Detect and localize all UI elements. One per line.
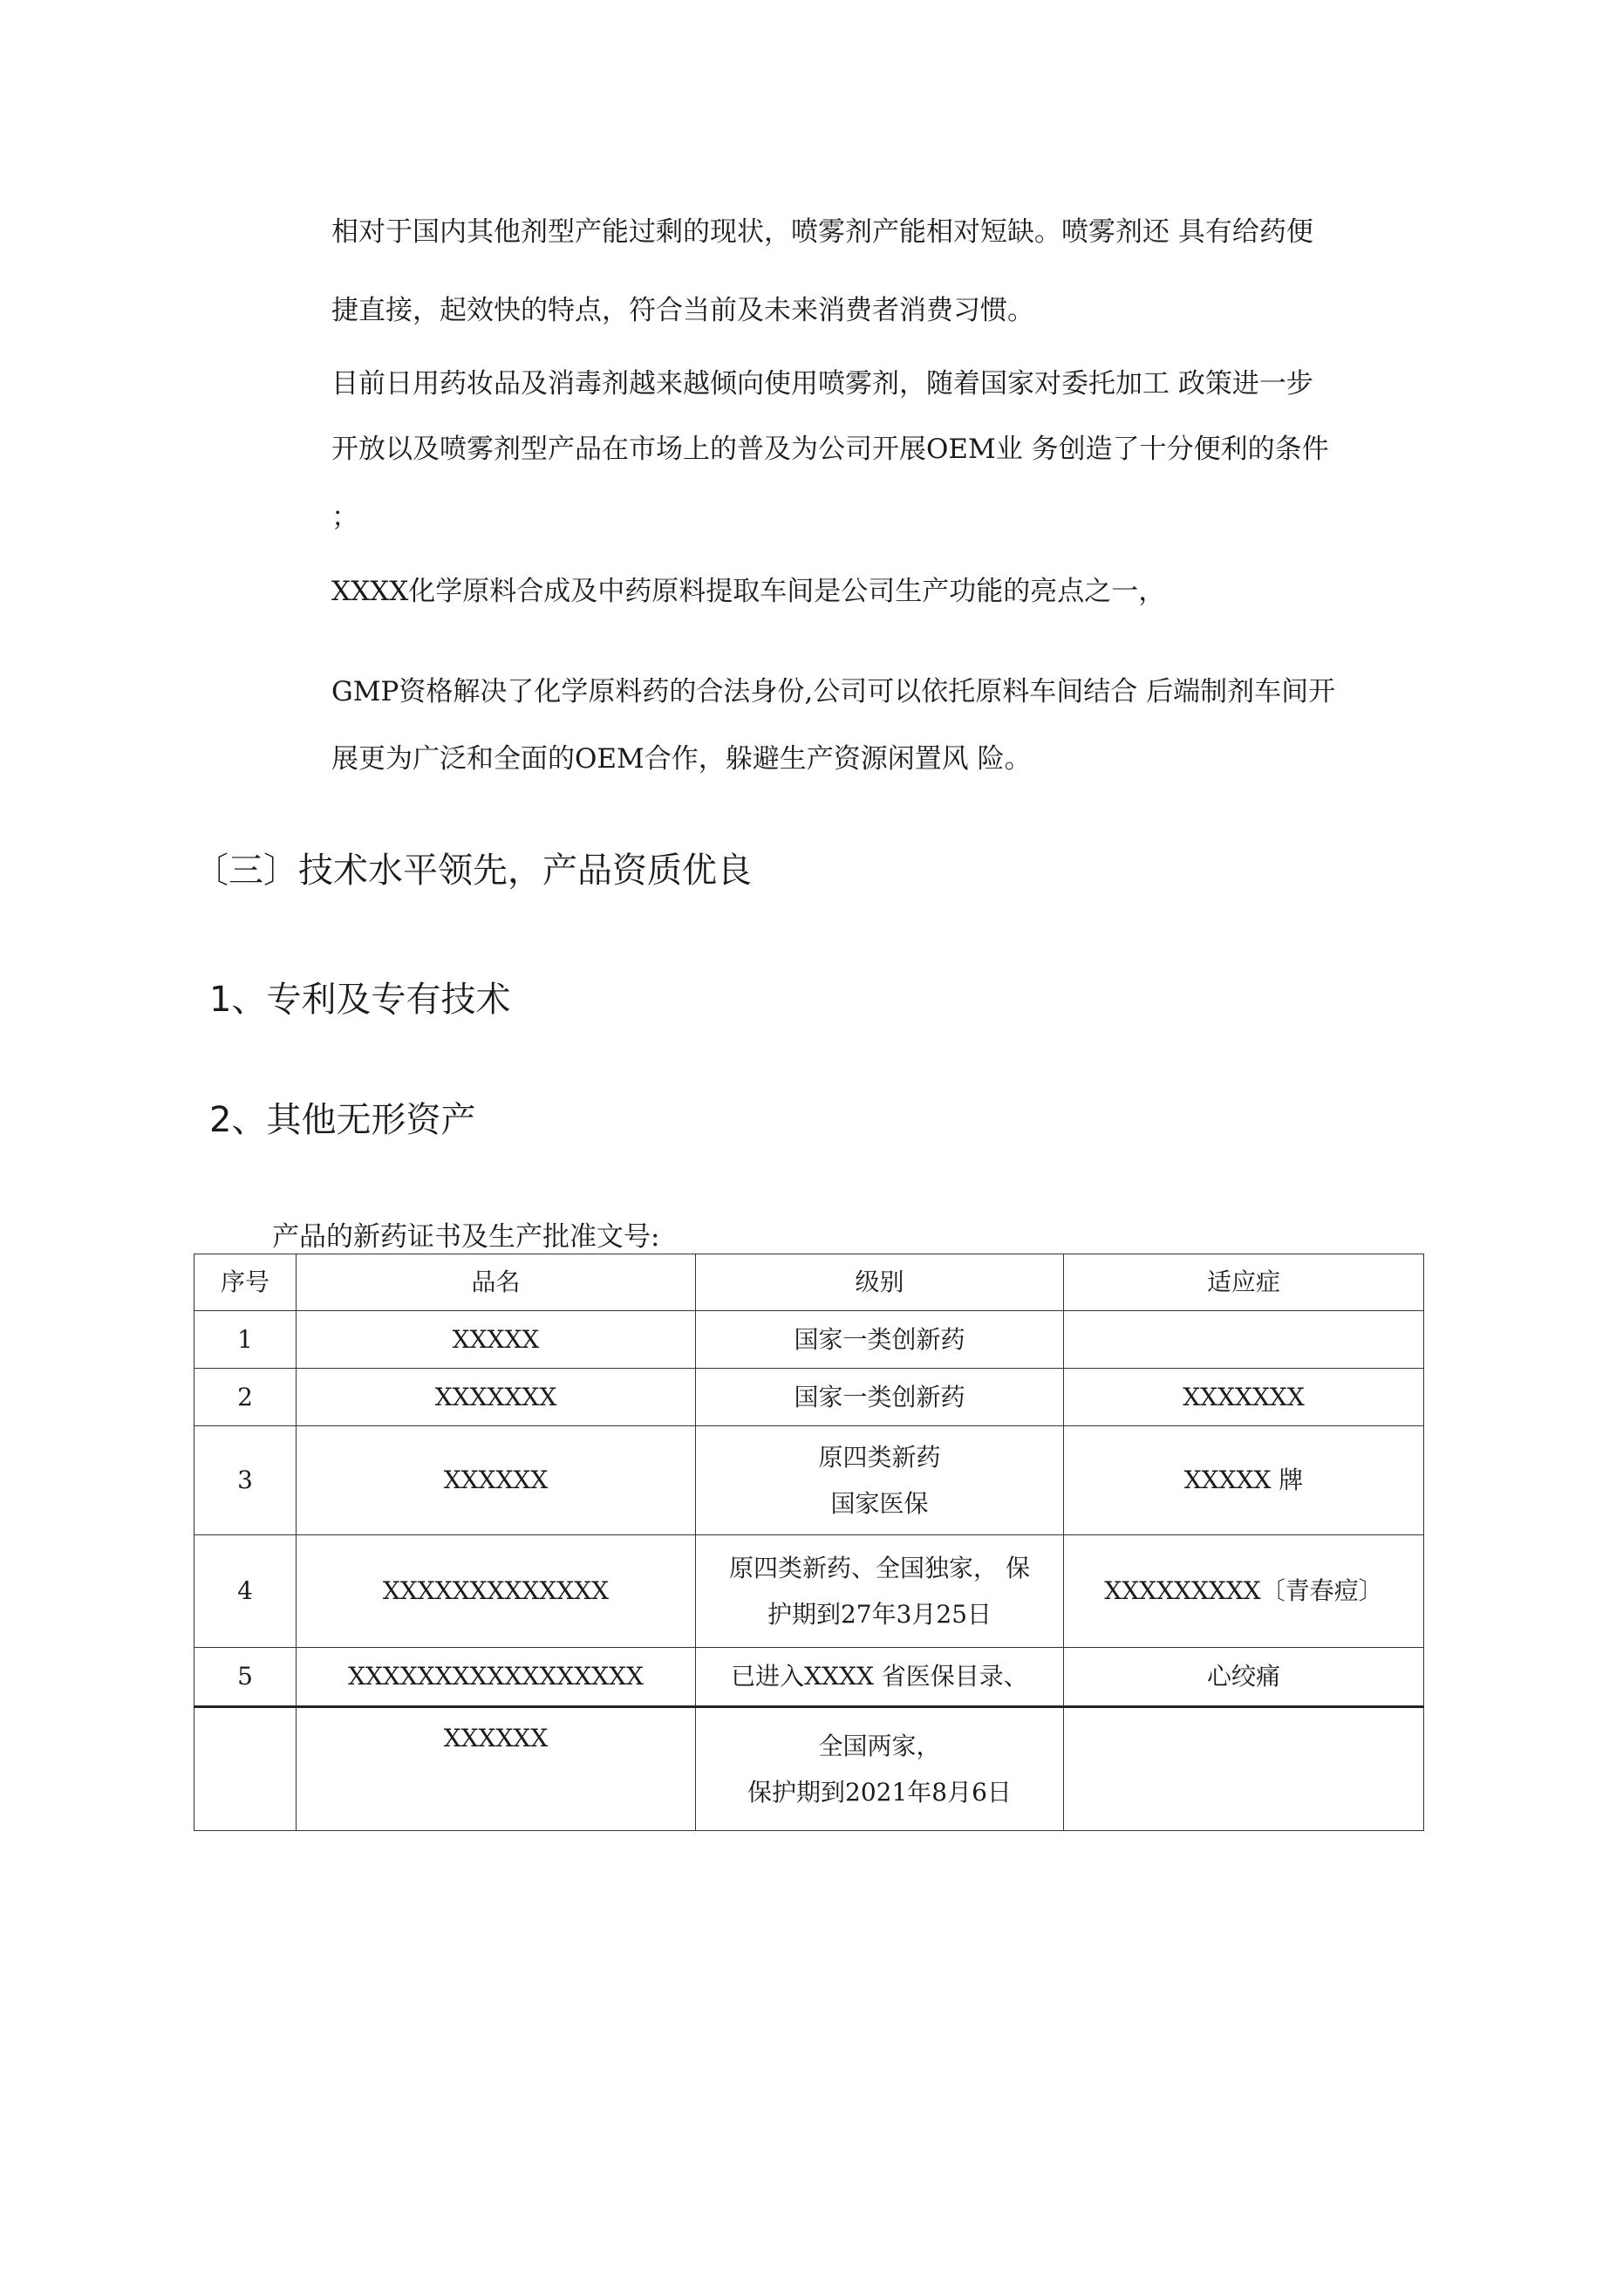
cell-indication: 心绞痛 [1064,1648,1424,1707]
table-caption: 产品的新药证书及生产批准文号: [272,1221,660,1253]
cell-no: 5 [194,1648,297,1707]
cell-level-line: 原四类新药 [818,1442,941,1472]
cell-level-line: 原四类新药、全国独家， 保 [729,1553,1030,1582]
cell-level: 国家一类创新药 [696,1311,1064,1369]
cell-level [696,1707,1064,1831]
cell-level-line: 护期到27年3月25日 [767,1600,992,1629]
subheading-intangible-assets: 2、其他无形资产 [209,1100,476,1140]
cell-name: XXXXXXXXXXXXXXXXX [297,1648,696,1707]
table-row [194,1426,1424,1535]
cell-no [194,1707,297,1831]
cell-no: 1 [194,1311,297,1369]
paragraph-line: GMP资格解决了化学原料药的合法身份,公司可以依托原料车间结合 后端制剂车间开 [331,676,1336,707]
paragraph-line: 展更为广泛和全面的OEM合作，躲避生产资源闲置风 险。 [331,743,1032,775]
cell-indication: XXXXXXX [1064,1369,1424,1426]
cell-indication [1064,1311,1424,1369]
paragraph-line: 捷直接，起效快的特点，符合当前及未来消费者消费习惯。 [331,295,1034,326]
header-cell-indication: 适应症 [1064,1254,1424,1311]
cell-name: XXXXXX [297,1707,696,1831]
cell-indication: XXXXXXXXX〔青春痘〕 [1064,1535,1424,1648]
cell-no: 3 [194,1426,297,1535]
subheading-patents: 1、专利及专有技术 [209,980,511,1020]
cell-indication: XXXXX 牌 [1064,1426,1424,1535]
paragraph-line: 相对于国内其他剂型产能过剩的现状，喷雾剂产能相对短缺。喷雾剂还 具有给药便 [331,216,1313,248]
cell-level: 已进入XXXX 省医保目录、 [696,1648,1064,1707]
table-row [194,1648,1424,1707]
table-header-row [194,1254,1424,1311]
header-cell-name: 品名 [297,1254,696,1311]
cell-name: XXXXXXX [297,1369,696,1426]
cell-name: XXXXX [297,1311,696,1369]
cell-level [696,1535,1064,1648]
product-table [194,1254,1424,1831]
table-row [194,1311,1424,1369]
cell-level-line: 保护期到2021年8月6日 [747,1778,1012,1807]
cell-level: 国家一类创新药 [696,1369,1064,1426]
section-heading: 〔三〕技术水平领先，产品资质优良 [194,851,752,891]
cell-level [696,1426,1064,1535]
header-cell-no: 序号 [194,1254,297,1311]
cell-level-line: 全国两家， [818,1731,941,1760]
table-row [194,1707,1424,1831]
cell-no: 2 [194,1369,297,1426]
cell-name: XXXXXX [297,1426,696,1535]
table-row [194,1535,1424,1648]
paragraph-line: XXXX化学原料合成及中药原料提取车间是公司生产功能的亮点之一， [331,576,1166,607]
cell-indication [1064,1707,1424,1831]
paragraph-line: 目前日用药妆品及消毒剂越来越倾向使用喷雾剂，随着国家对委托加工 政策进一步 [331,368,1313,400]
paragraph-line: ； [331,502,358,533]
header-cell-level: 级别 [696,1254,1064,1311]
cell-no: 4 [194,1535,297,1648]
table-row [194,1369,1424,1426]
cell-name: XXXXXXXXXXXXX [297,1535,696,1648]
cell-level-line: 国家医保 [830,1489,929,1518]
paragraph-line: 开放以及喷雾剂型产品在市场上的普及为公司开展OEM业 务创造了十分便利的条件 [331,434,1329,465]
